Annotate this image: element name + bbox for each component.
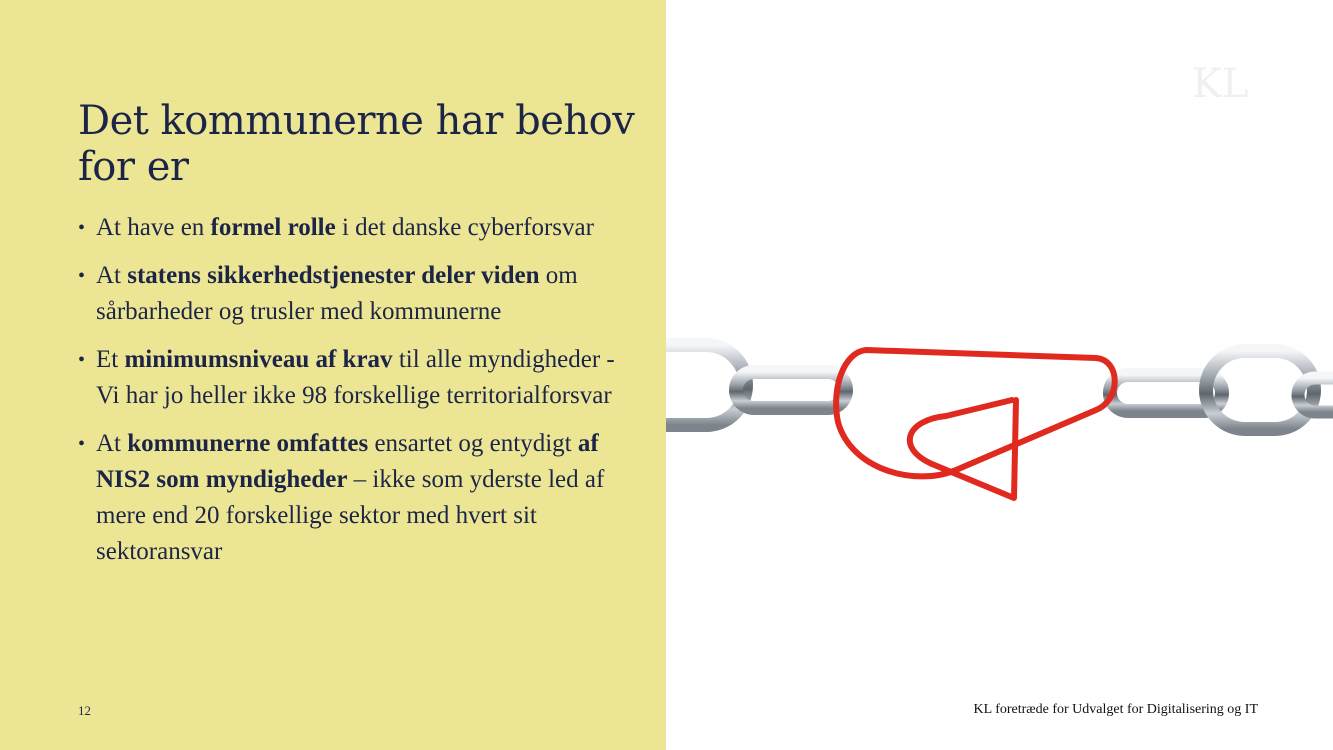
bullet-plain-text: At [96,430,128,457]
bullet-bold-text: af NIS2 som myndigheder [96,430,599,493]
bullet-item [78,210,638,246]
bullet-plain-text: til alle myndigheder - Vi har jo heller ikke 98 forskellige territorialforsvar [96,346,615,409]
bullet-item [78,426,638,570]
bullet-plain-text: At [96,262,128,289]
bullet-plain-text: Et [96,346,125,373]
bullet-dot-icon: • [78,349,86,371]
bullet-text [96,262,578,325]
bullet-bold-text: statens sikkerhedstjenester deler viden [127,262,540,289]
bullet-bold-text: minimumsniveau af krav [124,346,393,373]
bullet-item [78,342,638,414]
logo-text: KL [1192,61,1249,107]
bullet-bold-text: formel rolle [210,214,336,241]
bullet-dot-icon: • [78,217,86,239]
bullet-plain-text: – ikke som yderste led af mere end 20 forskellige sektor med hvert sit sektoransvar [96,466,605,565]
footer-text: KL foretræde for Udvalget for Digitalisering og IT [973,702,1258,717]
bullet-text [96,346,615,409]
bullet-plain-text: ensartet og entydigt [368,430,578,457]
bullet-text [96,430,604,565]
bullet-plain-text: i det danske cyberforsvar [335,214,594,241]
title-panel [0,0,666,750]
logo [1192,61,1248,107]
bullet-list [78,210,638,582]
bullet-plain-text: om sårbarheder og trusler med kommunerne [96,262,578,325]
bullet-text [96,214,594,241]
bullet-bold-text: kommunerne omfattes [127,430,369,457]
page-number: 12 [78,703,91,718]
bullet-item [78,258,638,330]
bullet-plain-text: At have en [96,214,211,241]
bullet-dot-icon: • [78,433,86,455]
bullet-dot-icon: • [78,265,86,287]
slide-title: Det kommunerne har behov for er [78,98,635,190]
chain-with-paperclip-image [666,0,1333,750]
